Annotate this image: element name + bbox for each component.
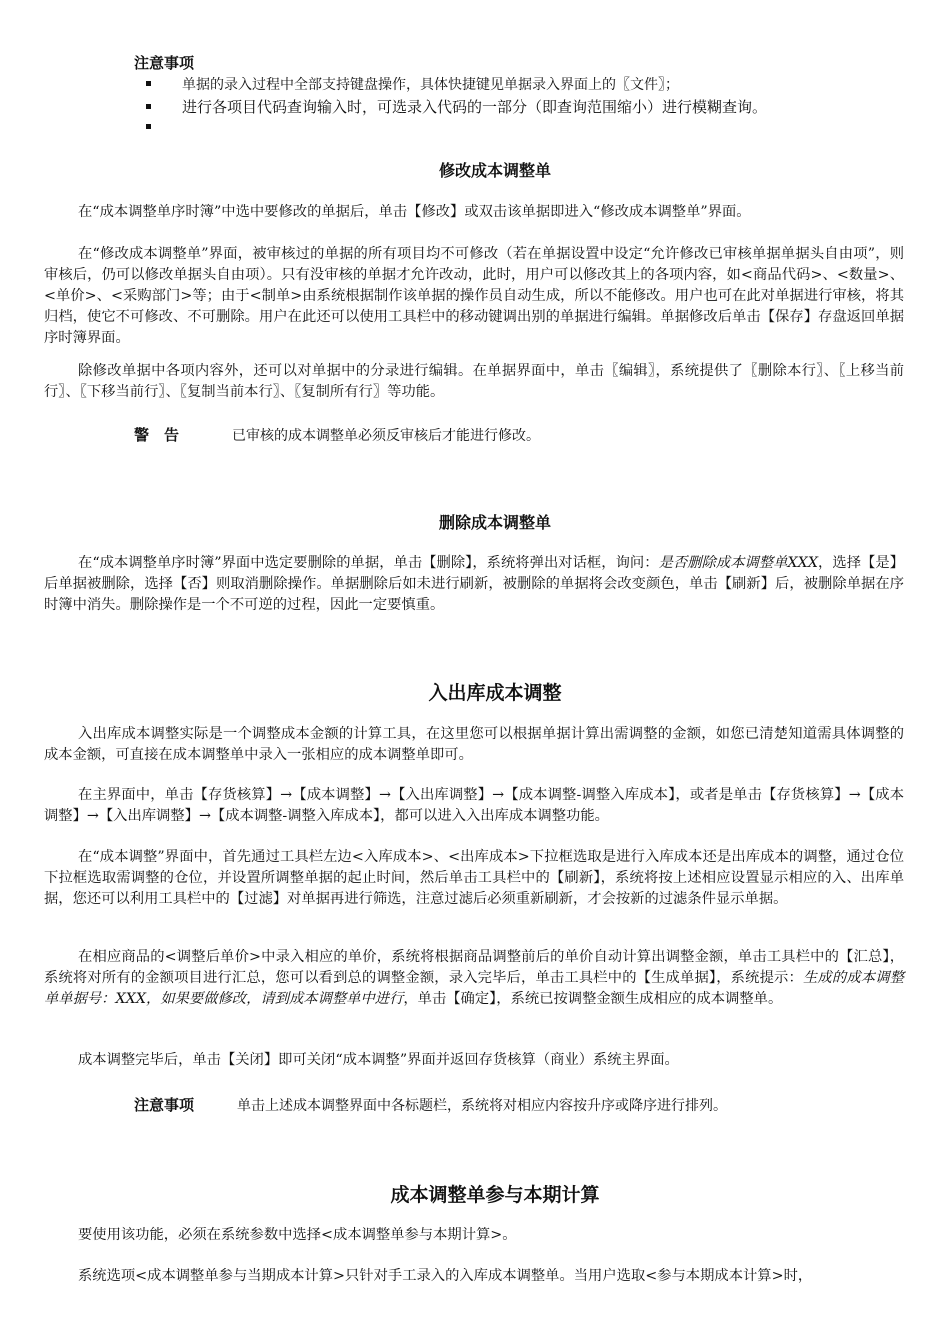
inout-paragraph-4 xyxy=(44,947,904,1010)
delete-prompt-text: 是否删除成本调整单XXX xyxy=(658,555,819,571)
section-heading-delete: 删除成本调整单 xyxy=(438,513,551,532)
inout-p4-text-a: 在相应商品的<调整后单价>中录入相应的单价，系统将根据商品调整前后的单价自动计算出调整金额，单击工具栏中的【汇总】，系统将对所有的金额项目进行汇总，您可以看到总的调整金额，录入完毕后，单击工具栏中的【生成单据】，系统提示： xyxy=(44,949,904,986)
note-bullet-text: 单据的录入过程中全部支持键盘操作，具体快捷键见单据录入界面上的〖文件〗； xyxy=(182,77,679,93)
period-paragraph-2: 系统选项<成本调整单参与当期成本计算>只针对手工录入的入库成本调整单。当用户选取<参与本期成本计算>时， xyxy=(78,1268,813,1284)
inout-paragraph-3: 在“成本调整”界面中，首先通过工具栏左边<入库成本>、<出库成本>下拉框选取是进行入库成本还是出库成本的调整，通过仓位下拉框选取需调整的仓位，并设置所调整单据的起止时间，然后单击工具栏中的【刷新】，系统将按上述相应设置显示相应的入、出库单据，您还可以利用工具栏中的【过滤】对单据再进行筛选，注意过滤后必须重新刷新，才会按新的过滤条件显示单据。 xyxy=(44,849,904,907)
inout-paragraph-5: 成本调整完毕后，单击【关闭】即可关闭“成本调整”界面并返回存货核算（商业）系统主界面。 xyxy=(78,1052,679,1068)
modify-paragraph-2: 在“修改成本调整单”界面，被审核过的单据的所有项目均不可修改（若在单据设置中设定“允许修改已审核单据单据头自由项”，则审核后，仍可以修改单据头自由项）。只有没审核的单据才允许改动，此时，用户可以修改其上的各项内容，如<商品代码>、<数量>、<单价>、<采购部门>等；由于<制单>由系统根据制作该单据的操作员自动生成，所以不能修改。用户也可在此对单据进行审核，将其归档，使它不可修改、不可删除。用户在此还可以使用工具栏中的移动键调出别的单据进行编辑。单据修改后单击【保存】存盘返回单据序时簿界面。 xyxy=(44,246,904,346)
notes-title: 注意事项 xyxy=(134,54,195,72)
inout-paragraph-2: 在主界面中，单击【存货核算】→【成本调整】→【入出库调整】→【成本调整-调整入库成本】，或者是单击【存货核算】→【成本调整】→【入出库调整】→【成本调整-调整入库成本】，都可以进入入出库成本调整功能。 xyxy=(44,787,904,824)
delete-text-a: 在“成本调整单序时簿”界面中选定要删除的单据，单击【删除】，系统将弹出对话框，询问： xyxy=(78,555,659,571)
period-paragraph-1: 要使用该功能，必须在系统参数中选择<成本调整单参与本期计算>。 xyxy=(78,1227,517,1243)
note-callout xyxy=(134,1094,727,1115)
bullet-square-icon xyxy=(146,124,151,129)
bullet-square-icon xyxy=(146,81,151,86)
note-text: 单击上述成本调整界面中各标题栏，系统将对相应内容按升序或降序进行排列。 xyxy=(237,1098,727,1114)
note-bullet-text: 进行各项目代码查询输入时，可选录入代码的一部分（即查询范围缩小）进行模糊查询。 xyxy=(182,98,768,116)
inout-p4-text-b: ，单击【确定】，系统已按调整金额生成相应的成本调整单。 xyxy=(403,991,783,1007)
section-heading-period: 成本调整单参与本期计算 xyxy=(390,1184,600,1206)
modify-paragraph-1: 在“成本调整单序时簿”中选中要修改的单据后，单击【修改】或双击该单据即进入“修改成本调整单”界面。 xyxy=(78,204,751,220)
bullet-square-icon xyxy=(146,104,151,109)
inout-paragraph-1: 入出库成本调整实际是一个调整成本金额的计算工具，在这里您可以根据单据计算出需调整的金额，如您已清楚知道需具体调整的成本金额，可直接在成本调整单中录入一张相应的成本调整单即可。 xyxy=(44,726,904,763)
section-heading-modify: 修改成本调整单 xyxy=(438,161,551,180)
modify-paragraph-3: 除修改单据中各项内容外，还可以对单据中的分录进行编辑。在单据界面中，单击〖编辑〗，系统提供了〖删除本行〗、〖上移当前行〗、〖下移当前行〗、〖复制当前本行〗、〖复制所有行〗等功能。 xyxy=(44,363,904,400)
delete-text-b: ，选择【是】后单据被删除，选择【否】则取消删除操作。单据删除后如未进行刷新，被删除的单据将会改变颜色，单击【刷新】后，被删除单据在序时簿中消失。删除操作是一个不可逆的过程，因此一定要慎重。 xyxy=(44,555,904,613)
delete-paragraph-1 xyxy=(44,553,904,616)
warning-label: 警 告 xyxy=(134,426,180,444)
inout-p4-prompt-text: 生成的成本调整单单据号：XXX，如果要做修改，请到成本调整单中进行 xyxy=(44,970,904,1007)
note-label: 注意事项 xyxy=(134,1096,195,1114)
warning-text: 已审核的成本调整单必须反审核后才能进行修改。 xyxy=(232,428,540,444)
warning-callout xyxy=(134,424,540,445)
section-heading-inout: 入出库成本调整 xyxy=(428,682,562,704)
